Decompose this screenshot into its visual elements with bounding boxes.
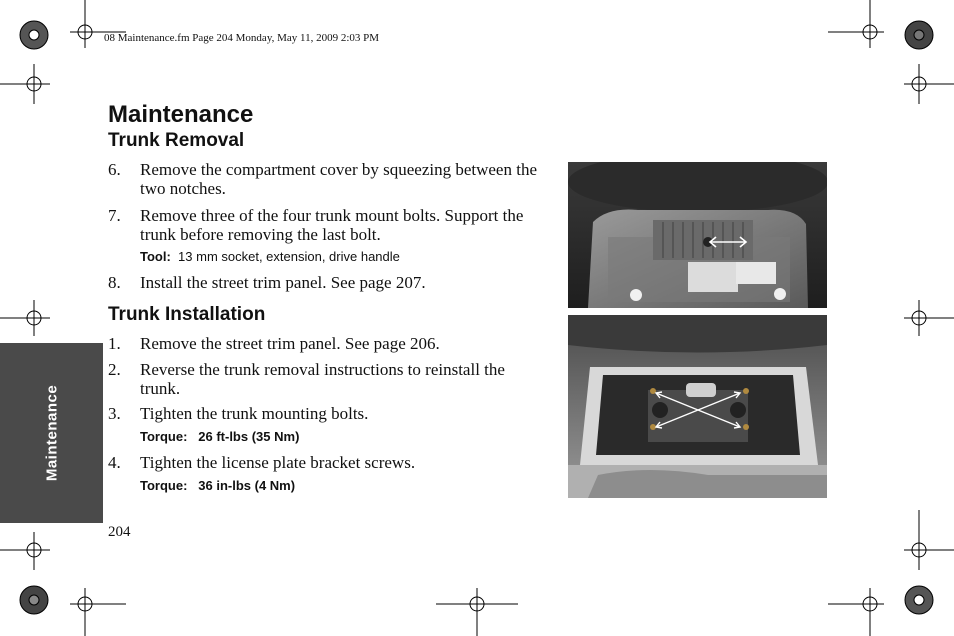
step-number: 8. xyxy=(108,273,121,292)
step-text: Tighten the trunk mounting bolts. xyxy=(140,404,369,423)
torque-label: Torque: xyxy=(140,478,188,493)
step-number: 3. xyxy=(108,404,121,423)
file-info-line: 08 Maintenance.fm Page 204 Monday, May 11, 2009 2:03 PM xyxy=(104,32,380,44)
step-number: 4. xyxy=(108,453,121,472)
tool-label: Tool: xyxy=(140,249,171,264)
step-number: 1. xyxy=(108,334,121,353)
step-text: Tighten the license plate bracket screws. xyxy=(140,453,416,472)
compartment-cover-photo xyxy=(568,162,827,308)
step-text: Remove the compartment cover by squeezing between the two notches. xyxy=(140,160,537,198)
trunk-interior-photo xyxy=(568,315,827,498)
torque-note xyxy=(140,429,299,444)
section-heading-removal: Trunk Removal xyxy=(108,130,245,151)
page-title: Maintenance xyxy=(108,101,254,128)
step-text: Remove three of the four trunk mount bolts. Support the trunk before removing the last bolt. xyxy=(140,206,524,244)
list-item xyxy=(108,404,548,423)
step-number: 2. xyxy=(108,360,121,379)
tool-note xyxy=(140,249,400,264)
list-item xyxy=(108,273,548,292)
section-heading-installation: Trunk Installation xyxy=(108,304,266,325)
torque-value: 36 in-lbs (4 Nm) xyxy=(198,478,296,493)
page-number: 204 xyxy=(108,524,131,540)
list-item xyxy=(108,453,548,472)
torque-label: Torque: xyxy=(140,429,188,444)
list-item xyxy=(108,206,548,244)
list-item xyxy=(108,360,548,398)
step-text: Remove the street trim panel. See page 206. xyxy=(140,334,440,353)
list-item xyxy=(108,334,548,353)
step-text: Reverse the trunk removal instructions to reinstall the trunk. xyxy=(140,360,505,398)
step-number: 7. xyxy=(108,206,121,225)
step-number: 6. xyxy=(108,160,121,179)
torque-note xyxy=(140,478,295,493)
torque-value: 26 ft-lbs (35 Nm) xyxy=(198,429,300,444)
step-text: Install the street trim panel. See page 207. xyxy=(140,273,426,292)
list-item xyxy=(108,160,548,198)
side-section-label: Maintenance xyxy=(43,384,60,482)
tool-value: 13 mm socket, extension, drive handle xyxy=(178,249,400,264)
side-section-tab xyxy=(0,343,103,523)
